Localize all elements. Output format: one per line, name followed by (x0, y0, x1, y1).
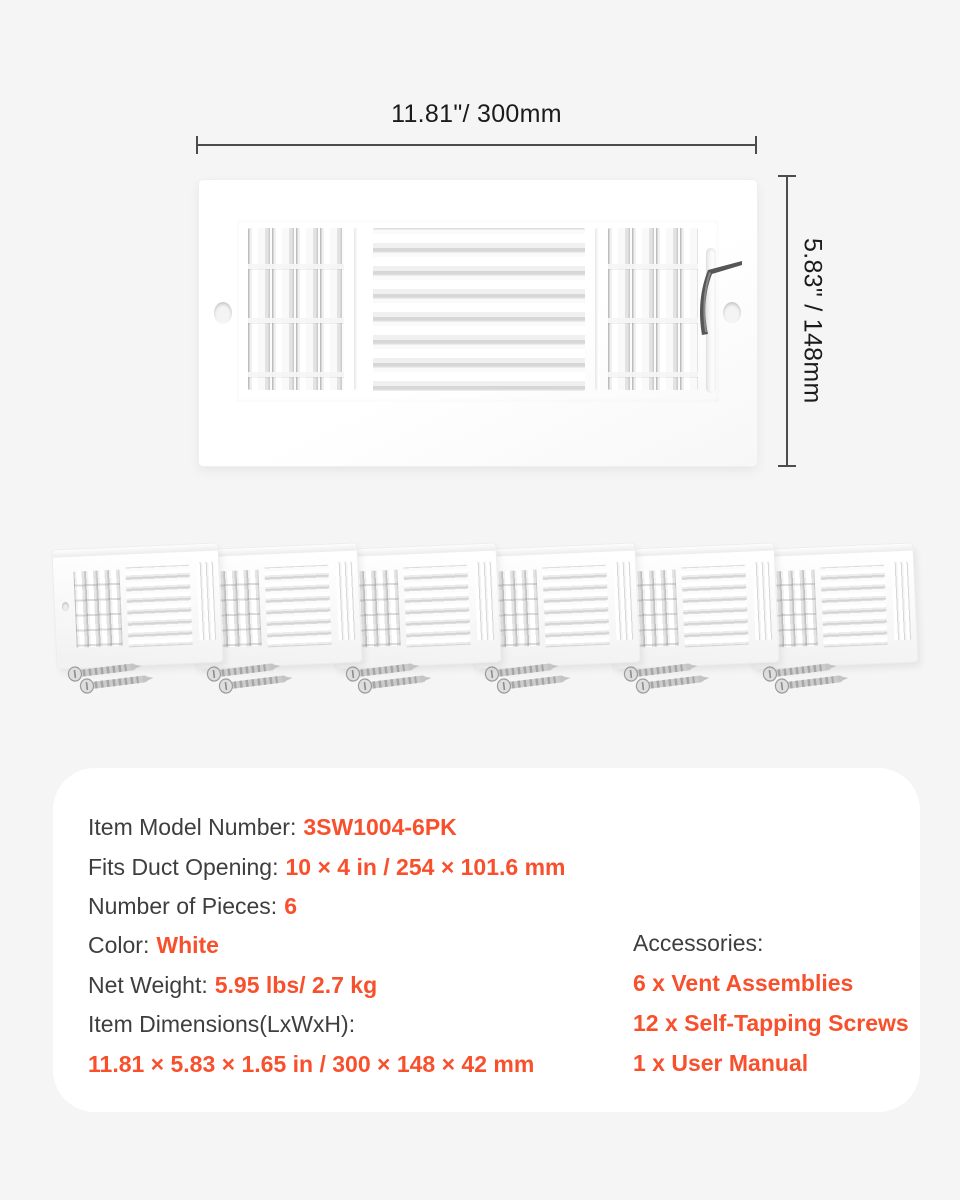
screw-hole (723, 302, 741, 324)
vent-grille-left (73, 570, 122, 648)
vent-louvers-center (403, 565, 470, 648)
vent-pack-row (0, 545, 960, 715)
spec-value: 11.81 × 5.83 × 1.65 in / 300 × 148 × 42 mm (88, 1050, 535, 1077)
height-dimension-line (786, 175, 788, 467)
spec-row-item-dimensions-value (88, 1044, 566, 1083)
vent-plate (53, 543, 223, 668)
width-dimension-line (196, 144, 757, 146)
vent-divider-rail (595, 228, 600, 390)
damper-lever-icon (697, 246, 745, 346)
spec-value: 10 × 4 in / 254 × 101.6 mm (285, 853, 566, 880)
height-dimension-label: 5.83" / 148mm (798, 238, 827, 404)
spec-row-net-weight (88, 966, 566, 1005)
vent-grille-right (474, 562, 494, 641)
vent-grille-right (613, 562, 633, 641)
accessories-list (633, 923, 909, 1084)
spec-label: Color: (88, 932, 150, 959)
width-dimension-label: 11.81"/ 300mm (391, 100, 562, 128)
spec-value: 5.95 lbs/ 2.7 kg (214, 971, 378, 998)
vent-louvers-center (264, 565, 331, 648)
spec-row-duct-opening (88, 847, 566, 886)
vent-louvers-center (681, 565, 748, 648)
spec-value: 6 (284, 892, 297, 919)
dimension-tick (755, 136, 757, 154)
accessories-title: Accessories: (633, 929, 764, 956)
spec-label: Item Model Number: (88, 814, 297, 841)
screws-image (59, 661, 189, 701)
vent-grille-right (196, 562, 216, 641)
spec-label: Item Dimensions(LxWxH): (88, 1011, 356, 1038)
spec-label: Number of Pieces: (88, 892, 278, 919)
vent-grille-right (335, 562, 355, 641)
vent-grille-right (608, 228, 698, 390)
plate-bevel (53, 543, 218, 557)
vent-grille-left (248, 228, 344, 390)
dimension-tick (196, 136, 198, 154)
spec-card (53, 768, 920, 1112)
vent-louvers-center (820, 565, 887, 648)
vent-pack-item (55, 545, 225, 705)
spec-label: Net Weight: (88, 971, 208, 998)
spec-list (88, 808, 566, 1084)
spec-row-item-dimensions (88, 1005, 566, 1044)
vent-louvers-center (373, 228, 585, 391)
vent-louvers-center (542, 565, 609, 648)
spec-row-color (88, 926, 566, 965)
vent-grille-right (891, 562, 911, 641)
spec-label: Fits Duct Opening: (88, 853, 279, 880)
accessory-item: 1 x User Manual (633, 1050, 809, 1077)
vent-divider-rail (354, 228, 359, 390)
vent-grille-right (752, 562, 772, 641)
spec-value: 3SW1004-6PK (303, 814, 457, 841)
screw-hole (214, 302, 232, 324)
main-vent-image (199, 180, 757, 466)
screw-hole (62, 602, 69, 611)
spec-value: White (156, 932, 219, 959)
accessory-item: 6 x Vent Assemblies (633, 969, 854, 996)
spec-row-pieces (88, 887, 566, 926)
vent-louvers-center (125, 565, 192, 648)
spec-row-model (88, 808, 566, 847)
accessory-item: 12 x Self-Tapping Screws (633, 1009, 909, 1036)
